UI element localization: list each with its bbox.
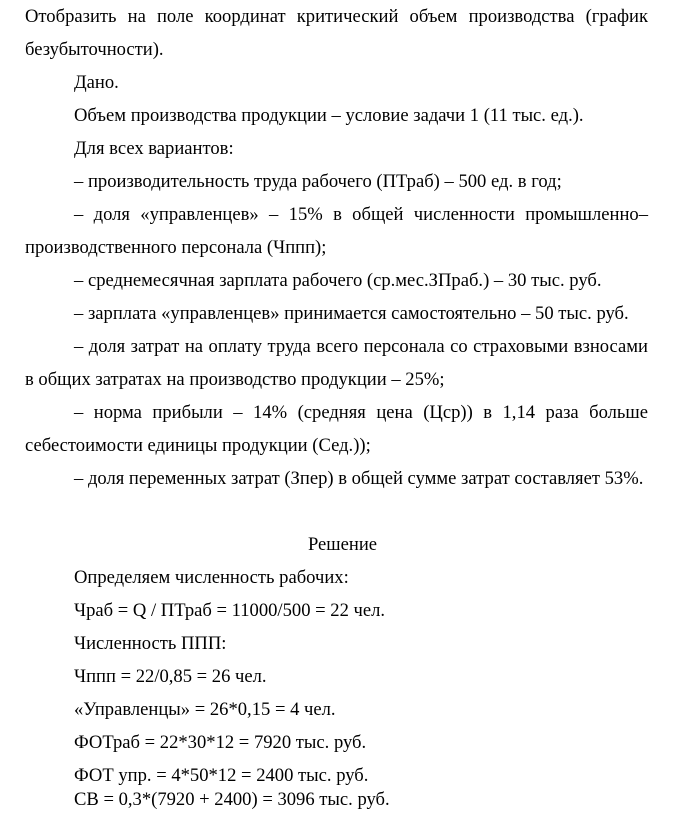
solution-line-ppp-label: Численность ППП: <box>74 633 227 654</box>
solution-line-workers-formula: Чраб = Q / ПТраб = 11000/500 = 22 чел. <box>74 600 386 621</box>
intro-line-2: безубыточности). <box>25 39 164 60</box>
given-label: Дано. <box>74 72 119 93</box>
given-item-labor-cost-share: – доля затрат на оплату труда всего персонала со страховыми взносами <box>74 336 648 357</box>
given-item-manager-salary: – зарплата «управленцев» принимается самостоятельно – 50 тыс. руб. <box>74 303 629 324</box>
solution-line-ppp-formula: Чппп = 22/0,85 = 26 чел. <box>74 666 267 687</box>
given-item-profit-rate-cont: себестоимости единицы продукции (Сед.)); <box>25 435 371 456</box>
given-item-variable-costs: – доля переменных затрат (Зпер) в общей сумме затрат составляет 53%. <box>74 468 644 489</box>
solution-line-fot-workers: ФОТраб = 22*30*12 = 7920 тыс. руб. <box>74 732 367 753</box>
given-item-managers-share: – доля «управленцев» – 15% в общей численности промышленно– <box>74 204 648 225</box>
all-variants-label: Для всех вариантов: <box>74 138 234 159</box>
production-volume: Объем производства продукции – условие задачи 1 (11 тыс. ед.). <box>74 105 584 126</box>
intro-line-1: Отобразить на поле координат критический объем производства (график <box>25 6 648 27</box>
solution-line-workers-label: Определяем численность рабочих: <box>74 567 349 588</box>
given-item-worker-salary: – среднемесячная зарплата рабочего (ср.мес.ЗПраб.) – 30 тыс. руб. <box>74 270 602 291</box>
solution-line-insurance: СВ = 0,3*(7920 + 2400) = 3096 тыс. руб. <box>74 789 390 810</box>
given-item-labor-cost-share-cont: в общих затратах на производство продукции – 25%; <box>25 369 445 390</box>
solution-heading: Решение <box>307 534 378 555</box>
solution-line-fot-managers: ФОТ упр. = 4*50*12 = 2400 тыс. руб. <box>74 765 369 786</box>
given-item-managers-share-cont: производственного персонала (Чппп); <box>25 237 327 258</box>
given-item-profit-rate: – норма прибыли – 14% (средняя цена (Цср)) в 1,14 раза больше <box>74 402 648 423</box>
given-item-labor-productivity: – производительность труда рабочего (ПТраб) – 500 ед. в год; <box>74 171 562 192</box>
solution-line-managers: «Управленцы» = 26*0,15 = 4 чел. <box>74 699 336 720</box>
